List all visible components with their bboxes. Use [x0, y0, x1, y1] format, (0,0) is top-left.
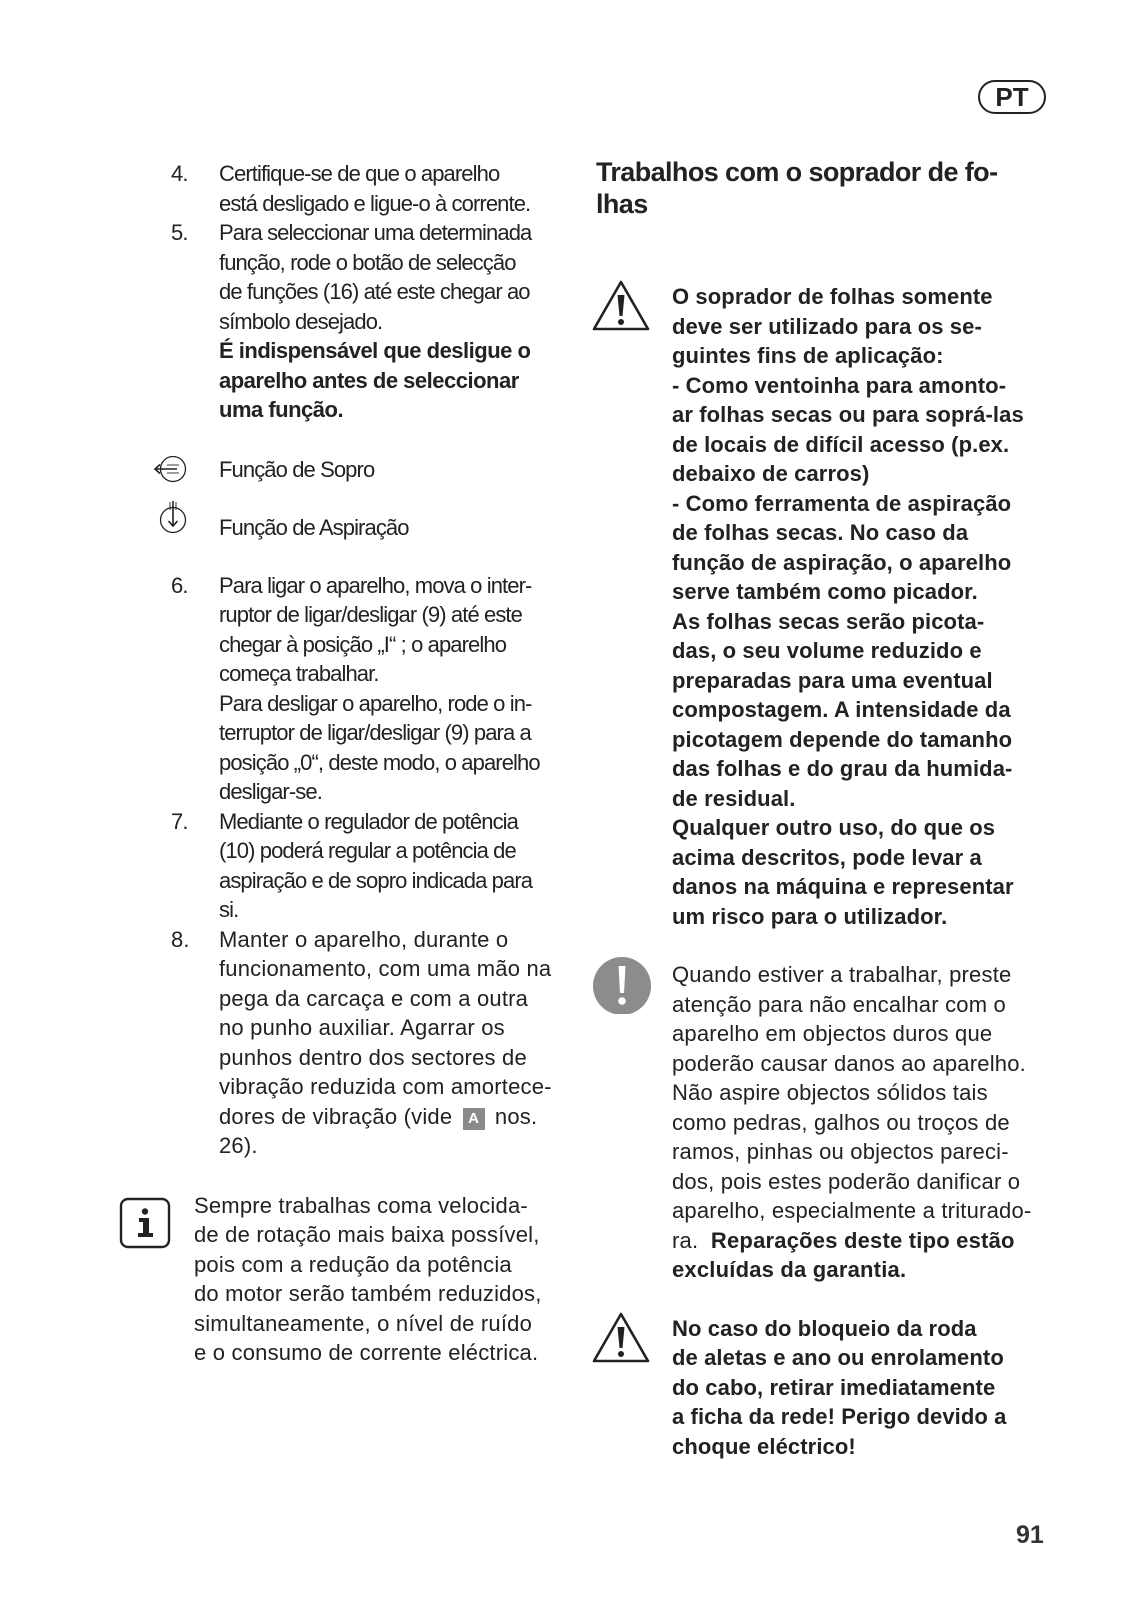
step-text-line: chegar à posição „I“ ; o aparelho [219, 631, 507, 657]
step-text-line: pega da carcaça e com a outra [219, 985, 529, 1011]
step-text-line: si. [219, 897, 239, 922]
info-text-line: simultaneamente, o nível de ruído [194, 1310, 533, 1336]
warning-text-line: guintes fins de aplicação: [672, 343, 944, 368]
step-text-line: de funções (16) até este chegar ao [219, 279, 530, 304]
step-text-line: ruptor de ligar/desligar (9) até este [219, 602, 522, 627]
warning-text-line: acima descritos, pode levar a [672, 844, 982, 870]
step-text-line: no punho auxiliar. Agarrar os [219, 1015, 505, 1040]
function-suction [163, 513, 563, 571]
step-text-line: terruptor de ligar/desligar (9) para a [219, 720, 531, 745]
step-text-line: começa trabalhar. [219, 661, 379, 686]
info-text-line: e o consumo de corrente eléctrica. [194, 1340, 539, 1365]
step-bold-line: aparelho antes de seleccionar [219, 367, 519, 393]
caution-mixed-line [672, 1226, 1052, 1256]
step-text-line-with-badge [219, 1102, 563, 1132]
warning-text-line: Qualquer outro uso, do que os [672, 815, 996, 840]
caution-text-line: atenção para não encalhar com o [672, 991, 1006, 1017]
step-7 [163, 807, 563, 925]
warning-text-line: debaixo de carros) [672, 461, 870, 486]
warning-text-line: No caso do bloqueio da roda [672, 1315, 977, 1341]
step-text-line: Para ligar o aparelho, mova o inter- [219, 572, 532, 598]
step-text-line: aspiração e de sopro indicada para [219, 867, 533, 893]
step-8 [163, 925, 563, 1161]
section-title-line: Trabalhos com o soprador de fo- [596, 157, 998, 187]
warning-text-line: compostagem. A intensidade da [672, 697, 1011, 722]
info-text-line: de de rotação mais baixa possível, [194, 1222, 540, 1247]
warning-text-line: picotagem depende do tamanho [672, 726, 1013, 752]
caution-text-line: aparelho em objectos duros que [672, 1021, 993, 1046]
caution-note [597, 960, 1052, 1285]
warning-text-line: das folhas e do grau da humida- [672, 756, 1013, 781]
caution-bold-fragment: Reparações deste tipo estão [710, 1227, 1015, 1253]
caution-text-line: poderão causar danos ao aparelho. [672, 1050, 1026, 1076]
step-text-line: 26). [219, 1133, 258, 1158]
warning-text-line: ar folhas secas ou para soprá-las [672, 402, 1024, 427]
language-badge: PT [978, 80, 1046, 114]
info-icon [119, 1197, 171, 1249]
warning-text-line: função de aspiração, o aparelho [672, 549, 1012, 575]
step-bold-line: uma função. [219, 397, 344, 422]
step-text-line: Mediante o regulador de potência [219, 808, 518, 834]
step-text-line: (10) poderá regular a potência de [219, 838, 516, 863]
caution-exclamation-icon [591, 952, 651, 1014]
warning-text-line: das, o seu volume reduzido e [672, 638, 982, 663]
warning-text-line: As folhas secas serão picota- [672, 608, 985, 634]
suction-function-icon [153, 491, 193, 545]
figure-a-badge: A [463, 1108, 485, 1130]
caution-text-line: aparelho, especialmente a triturado- [672, 1198, 1032, 1223]
warning-text-line: O soprador de folhas somente [672, 284, 993, 309]
warning-text-line: choque eléctrico! [672, 1433, 856, 1459]
warning-electric-shock [597, 1314, 1052, 1462]
function-label: Função de Aspiração [219, 514, 409, 540]
caution-text-line: ramos, pinhas ou objectos pareci- [672, 1139, 1009, 1164]
step-text-line: desligar-se. [219, 779, 322, 804]
step-text-line: símbolo desejado. [219, 308, 383, 334]
step-text-fragment: nos. [494, 1103, 538, 1129]
step-number: 7. [171, 808, 188, 834]
info-note [119, 1191, 563, 1368]
section-title-line: lhas [596, 189, 648, 219]
caution-text-line: como pedras, galhos ou troços de [672, 1109, 1010, 1135]
blow-function-icon [153, 449, 193, 489]
caution-bold-line: excluídas da garantia. [672, 1257, 907, 1282]
left-column [163, 159, 563, 1368]
right-column [597, 156, 1052, 1461]
step-text-line: funcionamento, com uma mão na [219, 956, 552, 981]
warning-text-line: - Como ventoinha para amonto- [672, 372, 1007, 398]
warning-text-line: danos na máquina e representar [672, 874, 1014, 899]
info-text-line: Sempre trabalhas coma velocida- [194, 1192, 528, 1218]
warning-text-line: de aletas e ano ou enrolamento [672, 1345, 1004, 1370]
warning-triangle-icon [591, 1310, 651, 1366]
step-5 [163, 218, 563, 425]
warning-text-line: deve ser utilizado para os se- [672, 313, 982, 339]
warning-triangle-icon [591, 278, 651, 334]
warning-text-line: a ficha da rede! Perigo devido a [672, 1404, 1007, 1429]
info-text-line: do motor serão também reduzidos, [194, 1281, 542, 1306]
function-label: Função de Sopro [219, 456, 375, 482]
function-blow [163, 455, 563, 513]
step-text-line: está desligado e ligue-o à corrente. [219, 190, 531, 216]
caution-text-line: dos, pois estes poderão danificar o [672, 1168, 1021, 1194]
step-text-line: Manter o aparelho, durante o [219, 926, 509, 952]
warning-text-line: de locais de difícil acesso (p.ex. [672, 431, 1010, 457]
step-number: 8. [171, 926, 190, 952]
step-bold-line: É indispensável que desligue o [219, 338, 531, 363]
page-number: 91 [1016, 1521, 1044, 1549]
warning-text-line: de residual. [672, 785, 796, 811]
step-text-line: posição „0“, deste modo, o aparelho [219, 749, 540, 775]
step-number: 4. [171, 161, 188, 186]
warning-text-line: serve também como picador. [672, 579, 978, 604]
step-text-line: punhos dentro dos sectores de [219, 1044, 527, 1070]
caution-text-fragment: ra. [672, 1227, 699, 1253]
warning-usage [597, 282, 1052, 931]
step-6 [163, 571, 563, 807]
step-4 [163, 159, 563, 218]
info-text-line: pois com a redução da potência [194, 1251, 512, 1277]
step-number: 6. [171, 572, 188, 598]
warning-text-line: um risco para o utilizador. [672, 903, 948, 929]
step-text-line: vibração reduzida com amortece- [219, 1074, 552, 1099]
step-text-line: Para seleccionar uma determinada [219, 220, 532, 245]
section-title [596, 156, 1052, 220]
warning-text-line: de folhas secas. No caso da [672, 520, 969, 545]
caution-text-line: Quando estiver a trabalhar, preste [672, 962, 1012, 987]
step-text-line: função, rode o botão de selecção [219, 249, 516, 275]
step-text-fragment: dores de vibração (vide [219, 1103, 453, 1129]
warning-text-line: do cabo, retirar imediatamente [672, 1374, 996, 1400]
caution-text-line: Não aspire objectos sólidos tais [672, 1080, 988, 1105]
step-text-line: Certifique-se de que o aparelho [219, 161, 500, 186]
step-number: 5. [171, 220, 188, 245]
warning-text-line: preparadas para uma eventual [672, 667, 993, 693]
warning-text-line: - Como ferramenta de aspiração [672, 490, 1012, 516]
step-text-line: Para desligar o aparelho, rode o in- [219, 690, 532, 716]
